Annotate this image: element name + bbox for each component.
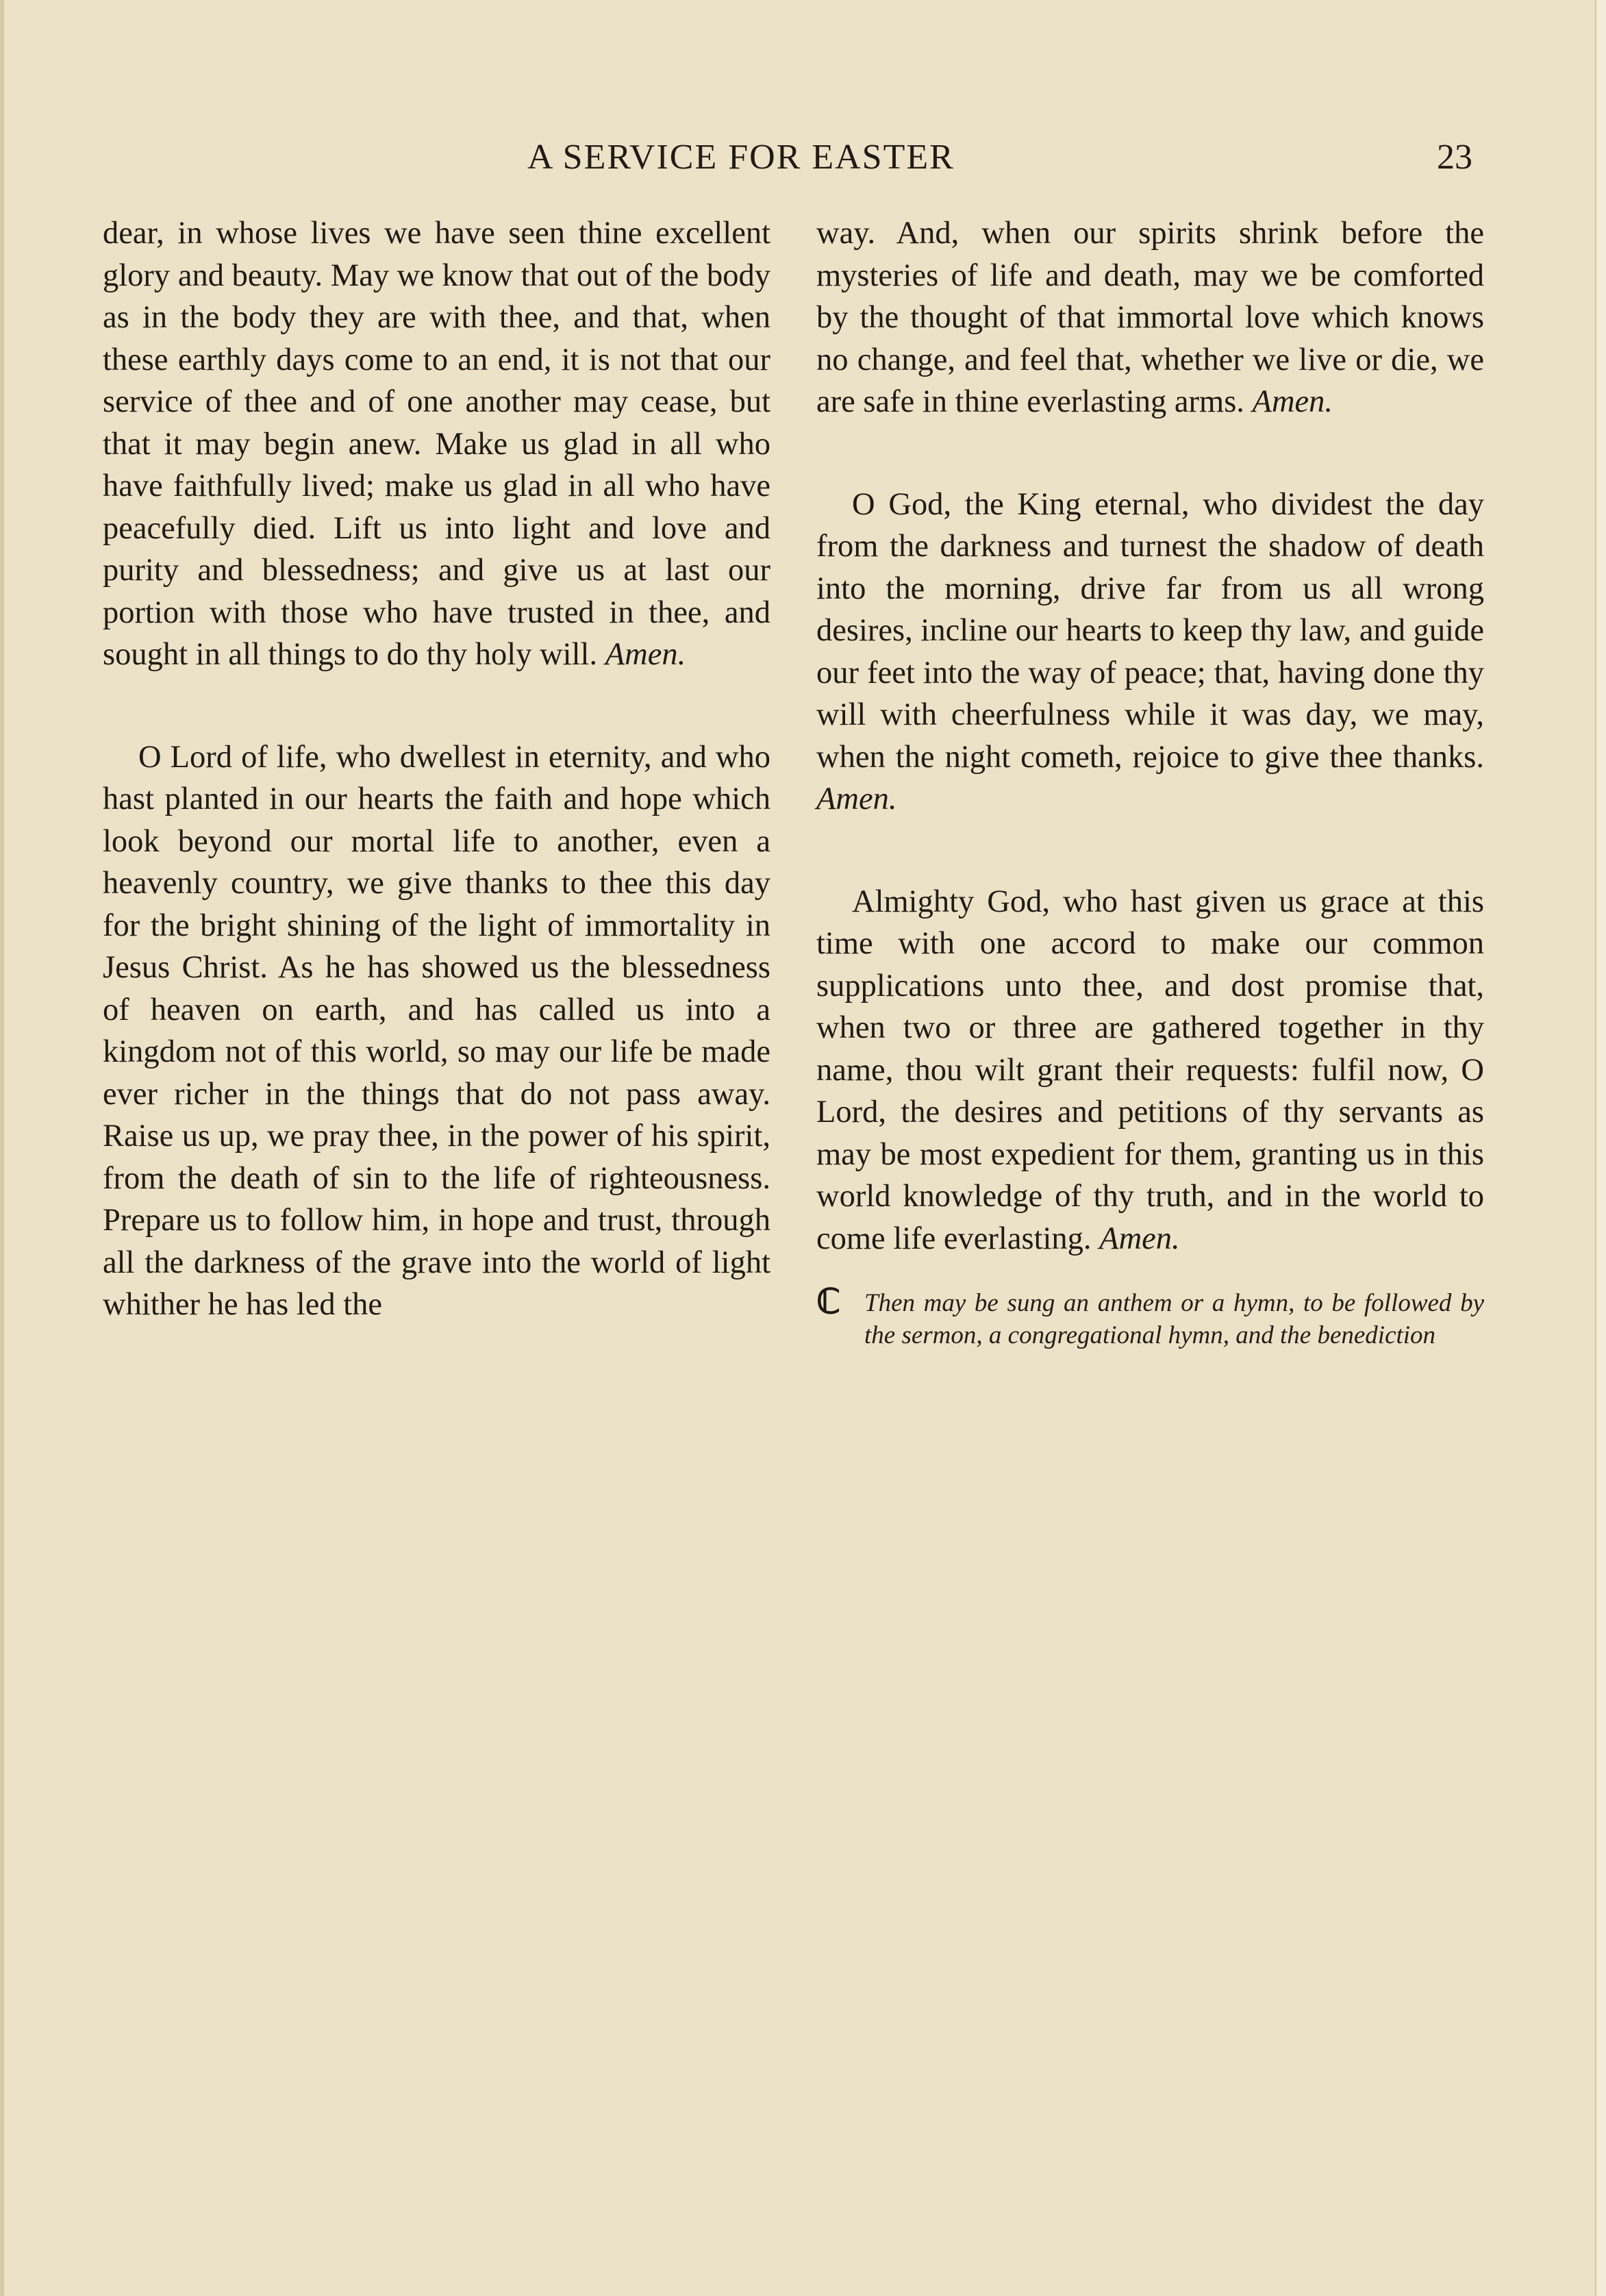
amen: Amen.	[816, 782, 897, 816]
capitulum-icon: ℂ	[816, 1282, 840, 1321]
prayer-text: O God, the King eternal, who dividest the day from the darkness and turnest the shadow of death into the morning, drive far from us all wrong desires, incline our hearts to keep thy law, and guide our feet into the way of peace; that, having done thy will with cheerfulness while it was day, we may, when the night cometh, rejoice to give thee thanks.	[816, 486, 1484, 775]
page-number: 23	[1437, 138, 1472, 177]
prayer-text: Almighty God, who hast given us grace at this time with one accord to make our common supplications unto thee, and dost promise that, when two or three are gathered together in thy name, thou wilt grant their requests: fulfil now, O Lord, the desires and petitions of thy servants as may be most expedient for them, granting us in this world knowledge of thy truth, and in the world to come life everlasting.	[816, 884, 1484, 1256]
prayer-text: dear, in whose lives we have seen thine excellent glory and beauty. May we know that out of the body as in the body they are with thee, and that, when these earthly days come to an end, it is not that our service of thee and of one another may cease, but that it may begin anew. Make us glad in all who have faithfully lived; make us glad in all who have peacefully died. Lift us into light and love and purity and blessedness; and give us at last our portion with those who have trusted in thee, and sought in all things to do thy holy will.	[103, 216, 770, 672]
prayer-text: way. And, when our spirits shrink before the mysteries of life and death, may we be comforted by the thought of that immortal love which knows no change, and feel that, whether we live or die, we are safe in thine everlasting arms.	[816, 216, 1484, 419]
paragraph-gap	[103, 676, 770, 736]
prayer-paragraph	[103, 736, 770, 1326]
prayer-text: O Lord of life, who dwellest in eternity, and who hast planted in our hearts the faith and hope which look beyond our mortal life to another, even a heavenly country, we give thanks to thee this day for the bright shining of the light of immortality in Jesus Christ. As he has showed us the blessedness of heaven on earth, and has called us into a kingdom not of this world, so may our life be made ever richer in the things that do not pass away. Raise us up, we pray thee, in the power of his spirit, from the death of sin to the life of righteousness. Prepare us to follow him, in hope and trust, through all the darkness of the grave into the world of light whither he has led the	[103, 739, 770, 1322]
page-edge-right	[1595, 0, 1606, 2296]
paragraph-gap	[816, 423, 1484, 484]
right-column	[816, 212, 1484, 1351]
prayer-paragraph	[103, 212, 770, 676]
prayer-paragraph	[816, 881, 1484, 1260]
prayer-paragraph	[816, 484, 1484, 821]
page-edge-left	[0, 0, 4, 2296]
prayer-paragraph	[816, 212, 1484, 423]
amen: Amen.	[1252, 384, 1333, 419]
amen: Amen.	[1099, 1221, 1180, 1256]
running-title: A SERVICE FOR EASTER	[527, 138, 955, 177]
left-column	[103, 212, 770, 1326]
rubric	[816, 1282, 1484, 1351]
amen: Amen.	[605, 637, 686, 672]
rubric-text: Then may be sung an anthem or a hymn, to be followed by the sermon, a congregational hymn, and the benediction	[864, 1289, 1484, 1349]
paragraph-gap	[816, 821, 1484, 881]
